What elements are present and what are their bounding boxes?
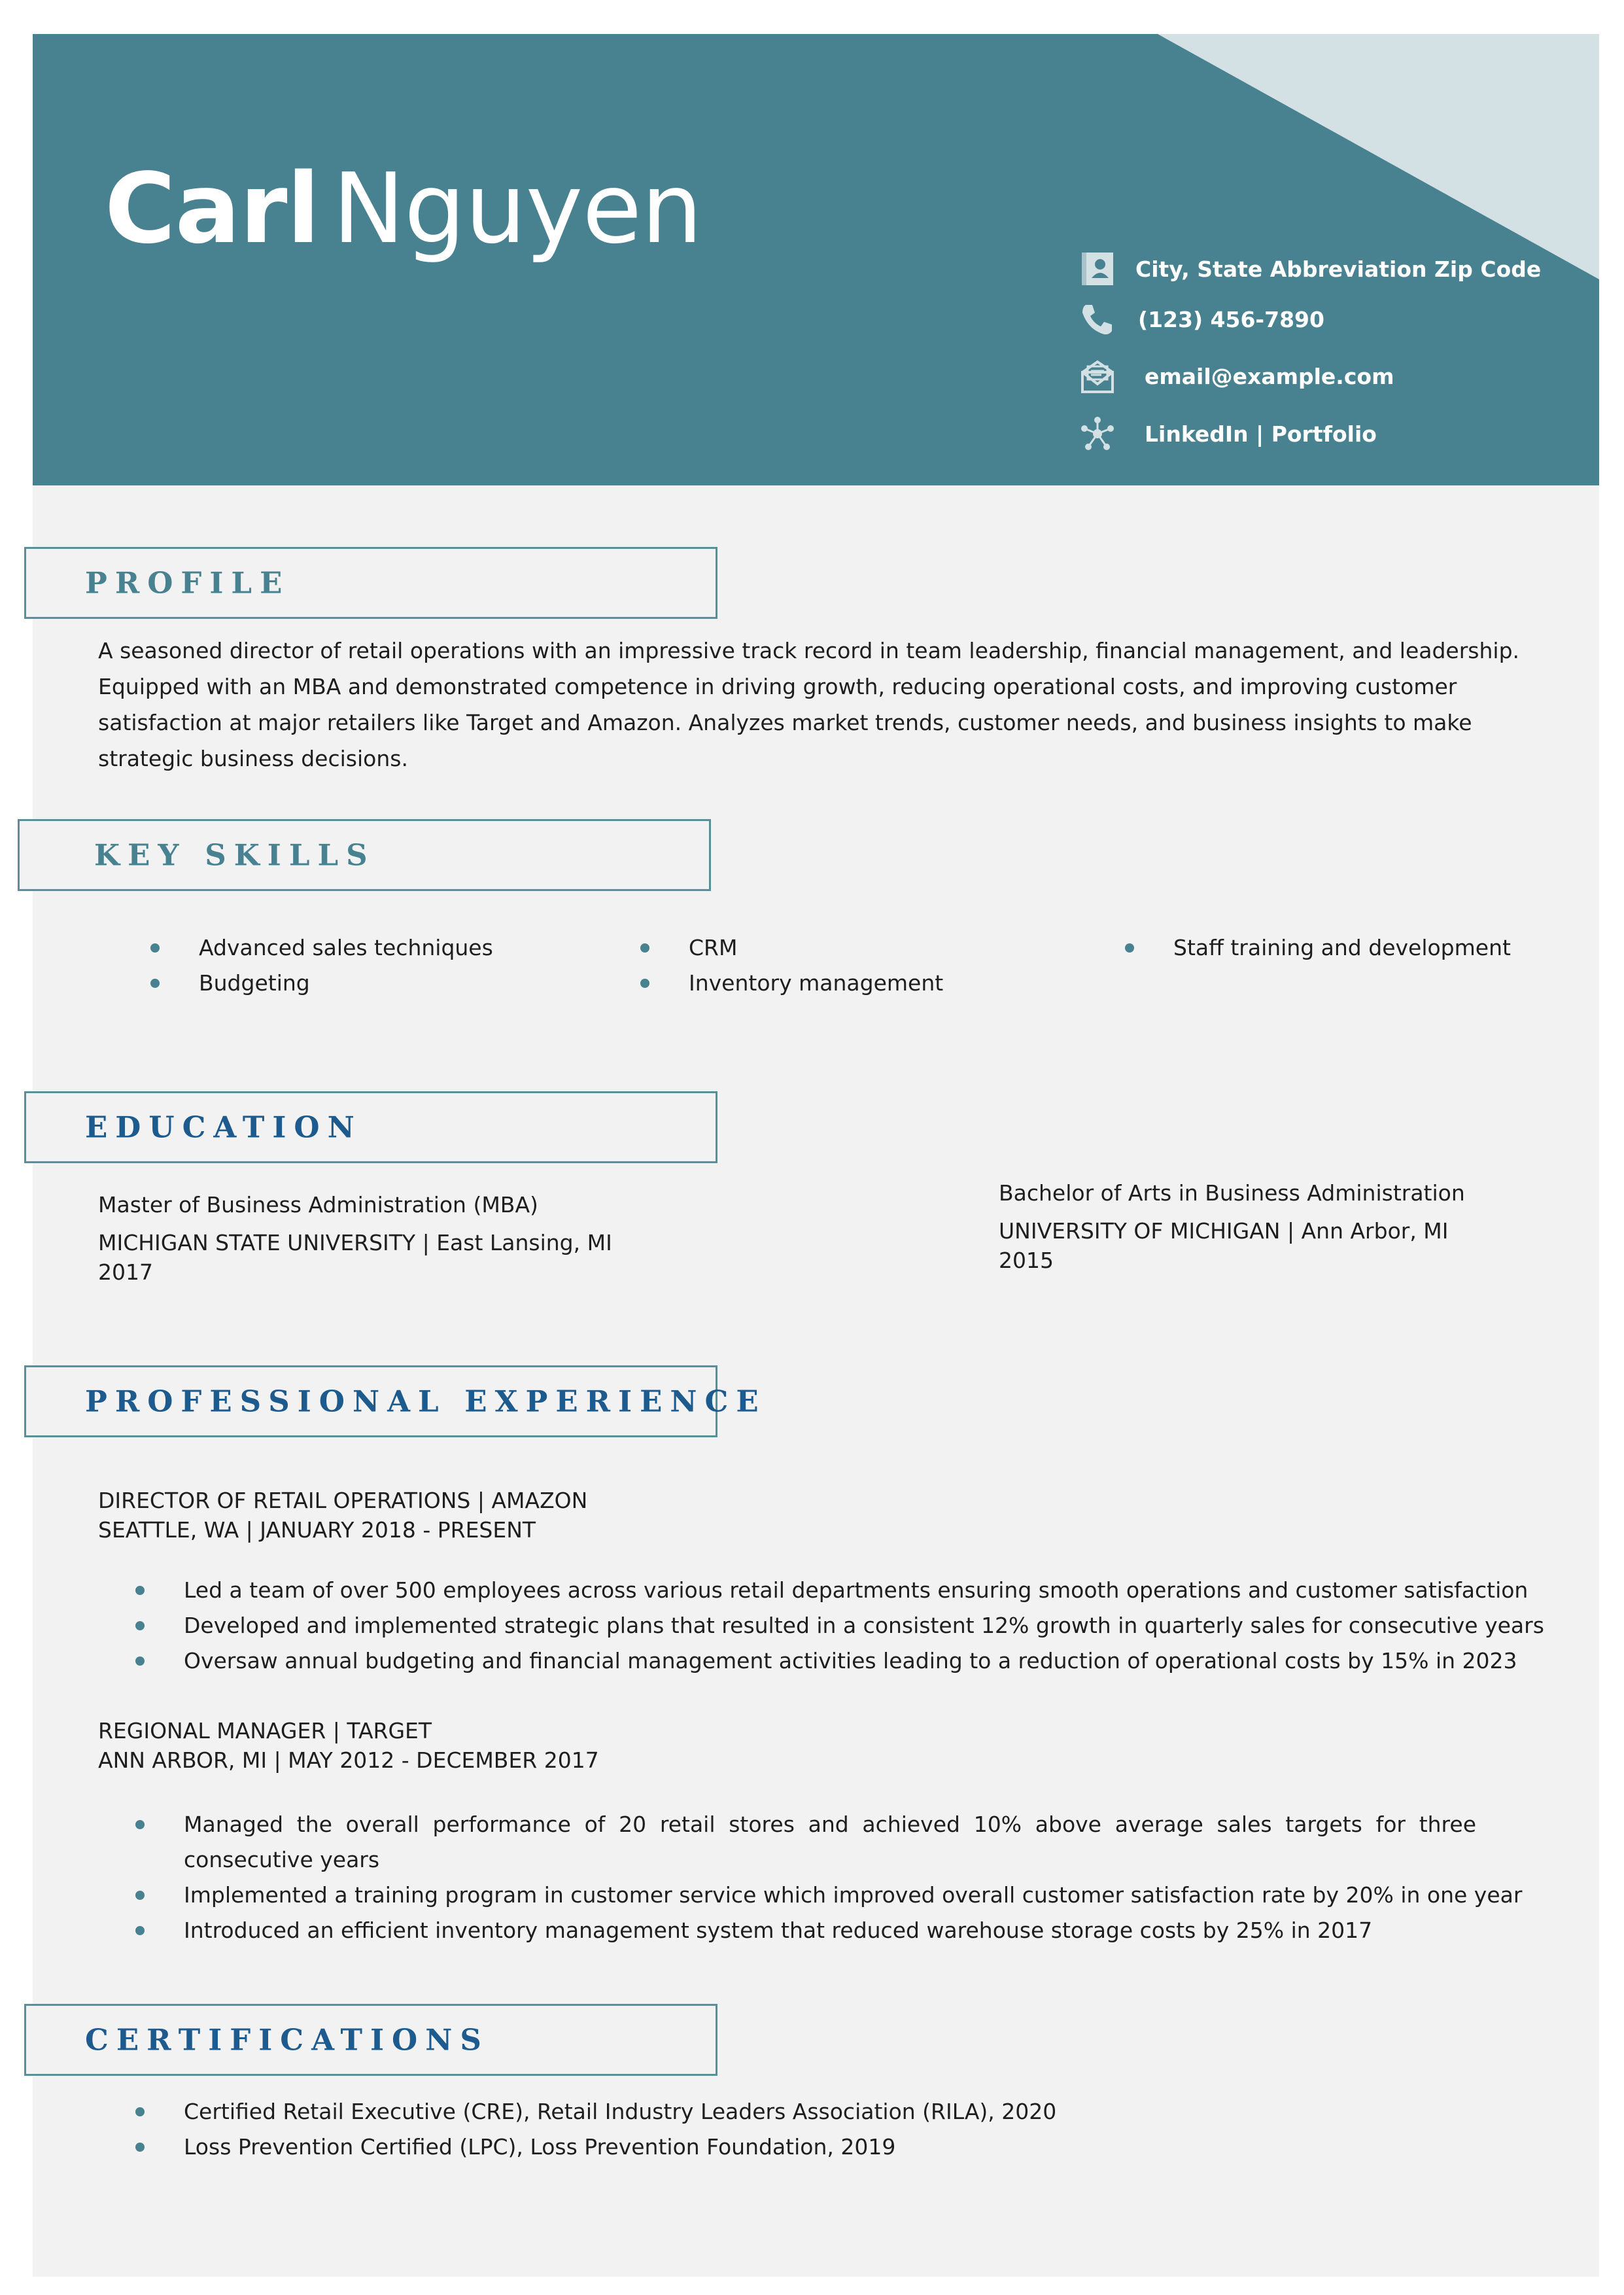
job-bullets-1 [135,1573,1544,1679]
job-bullet-text: Oversaw annual budgeting and financial management activities leading to a reduction of operational costs by 15% in 2023 [184,1648,1517,1673]
certification-text: Certified Retail Executive (CRE), Retail Industry Leaders Association (RILA), 2020 [184,2099,1057,2124]
job-location-1: SEATTLE, WA | JANUARY 2018 - PRESENT [98,1517,536,1543]
skill-item [640,966,943,1001]
last-name: Nguyen [332,152,702,265]
skills-column-3 [1125,930,1511,966]
bullet-icon [150,943,160,953]
job-bullet-text: Introduced an efficient inventory management system that reduced warehouse storage costs by 25% in 2017 [184,1918,1373,1943]
education-degree-1: Master of Business Administration (MBA) [98,1192,538,1218]
job-bullets-2 [135,1807,1523,1948]
skill-item [150,930,493,966]
contact-address [1079,251,1541,287]
skill-text: Advanced sales techniques [199,935,493,960]
bullet-icon [135,1891,145,1900]
job-bullet [135,1643,1544,1679]
bullet-icon [135,1586,145,1595]
certification-item [135,2129,1056,2165]
job-title-2: REGIONAL MANAGER | TARGET [98,1718,432,1743]
skill-text: Inventory management [689,970,944,996]
contact-phone-text: (123) 456-7890 [1138,306,1324,332]
education-school-2: UNIVERSITY OF MICHIGAN | Ann Arbor, MI [999,1218,1449,1244]
profile-heading: PROFILE [85,565,290,601]
profile-summary: A seasoned director of retail operations with an impressive track record in team leadership, financial management, and leadership. Equipped with an MBA and demonstrated competence in driving growth, reducing operational costs, and improving customer satisfaction at major retailers like Target and Amazon. Analyzes market trends, customer needs, and business insights to make strategic business decisions. [98,638,1520,771]
job-bullet [135,1807,1476,1878]
certifications-heading-box [24,2004,717,2076]
bullet-icon [640,943,649,953]
candidate-name [105,152,702,265]
contact-email-text[interactable]: email@example.com [1145,363,1394,389]
job-bullet [135,1913,1476,1948]
education-degree-2: Bachelor of Arts in Business Administration [999,1180,1465,1206]
certifications-list [135,2094,1056,2165]
skills-heading: KEY SKILLS [94,837,375,873]
certification-item [135,2094,1056,2129]
envelope-icon [1079,358,1116,394]
bullet-icon [135,2143,145,2152]
bullet-icon [150,979,160,988]
first-name: Carl [105,152,320,265]
job-bullet [135,1878,1523,1913]
bullet-icon [640,979,649,988]
bullet-icon [135,1621,145,1630]
bullet-icon [1125,943,1134,953]
contact-email [1079,358,1394,394]
contact-phone [1079,301,1324,338]
certification-text: Loss Prevention Certified (LPC), Loss Prevention Foundation, 2019 [184,2134,896,2160]
skill-text: Staff training and development [1173,935,1511,960]
job-title-1: DIRECTOR OF RETAIL OPERATIONS | AMAZON [98,1488,588,1513]
education-school-1: MICHIGAN STATE UNIVERSITY | East Lansing, MI [98,1230,612,1255]
education-heading-box [24,1091,717,1163]
skills-heading-box [18,819,711,891]
skill-text: CRM [689,935,738,960]
job-bullet-text: Implemented a training program in customer service which improved overall customer satisfaction rate by 20% in one year [184,1882,1523,1908]
education-year-1: 2017 [98,1259,153,1285]
address-card-icon [1079,251,1116,287]
experience-heading-box [24,1365,767,1437]
job-bullet [135,1573,1544,1608]
education-year-2: 2015 [999,1248,1054,1273]
job-bullet-text: Developed and implemented strategic plans that resulted in a consistent 12% growth in quarterly sales for consecutive years [184,1613,1544,1638]
bullet-icon [135,1656,145,1666]
bullet-icon [135,2107,145,2116]
skill-item [640,930,943,966]
job-bullet-text: Led a team of over 500 employees across various retail departments ensuring smooth operations and customer satisfaction [184,1577,1529,1603]
education-heading: EDUCATION [85,1110,362,1145]
contact-links [1079,415,1377,452]
skills-column-2 [640,930,943,1001]
job-location-2: ANN ARBOR, MI | MAY 2012 - DECEMBER 2017 [98,1747,599,1773]
bullet-icon [135,1820,145,1829]
contact-links-text[interactable]: LinkedIn | Portfolio [1145,421,1377,447]
skills-column-1 [150,930,493,1001]
job-bullet [135,1608,1544,1643]
network-icon [1079,415,1116,452]
experience-heading: PROFESSIONAL EXPERIENCE [85,1384,767,1419]
skill-text: Budgeting [199,970,310,996]
contact-address-text: City, State Abbreviation Zip Code [1135,256,1542,282]
bullet-icon [135,1926,145,1935]
job-bullet-text: Managed the overall performance of 20 retail stores and achieved 10% above average sales targets for three consecutive years [184,1812,1476,1872]
certifications-heading: CERTIFICATIONS [85,2022,489,2058]
phone-icon [1079,301,1116,338]
skill-item [150,966,493,1001]
skill-item [1125,930,1511,966]
profile-heading-box [24,547,717,619]
